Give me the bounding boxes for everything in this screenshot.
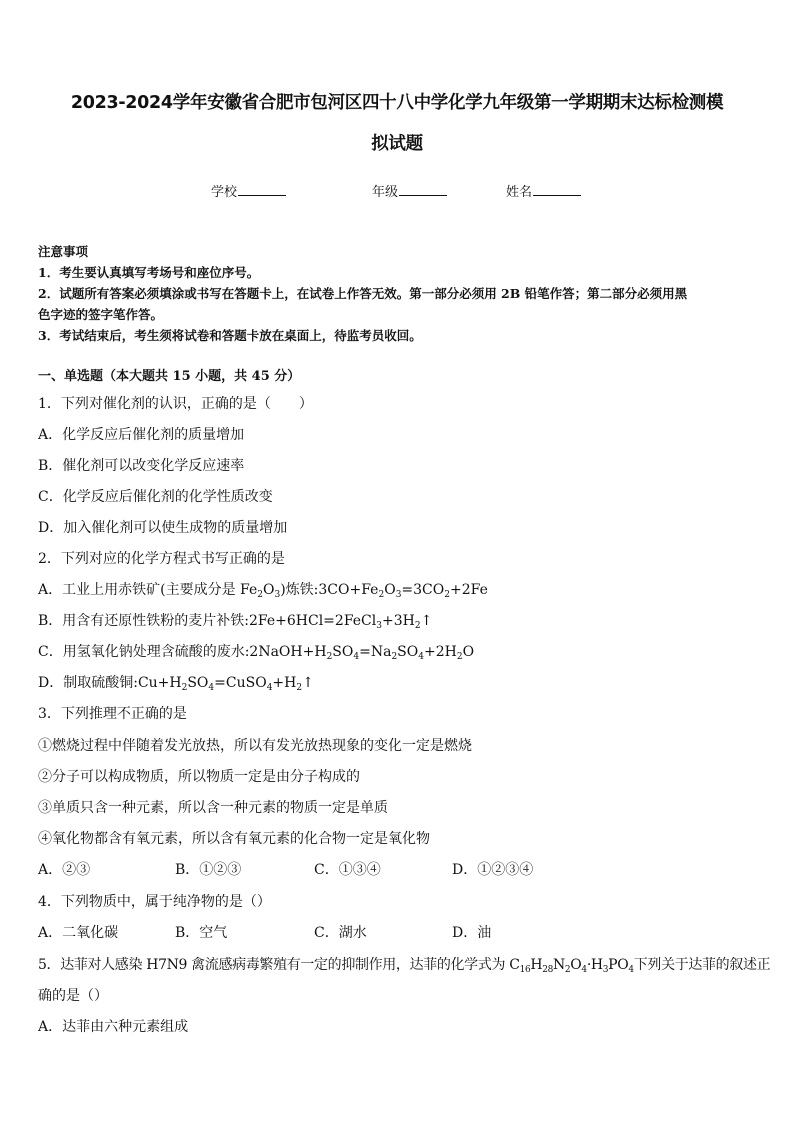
notice-item-3: 3．考试结束后，考生须将试卷和答题卡放在桌面上，待监考员收回。 bbox=[38, 328, 422, 343]
question-4-stem: 4．下列物质中，属于纯净物的是（） bbox=[38, 894, 271, 910]
question-2-option-a: A．工业上用赤铁矿(主要成分是 $Fe_2O_3$)炼铁$:3CO+Fe_2O_3=3CO_2+2Fe$ bbox=[38, 582, 488, 600]
notice-item-2: 2．试题所有答案必须填涂或书写在答题卡上，在试卷上作答无效。第一部分必须用 2B 铅笔作答；第二部分必须用黑 bbox=[38, 286, 688, 301]
section-heading: 一、单选题（本大题共 15 小题，共 45 分） bbox=[38, 369, 301, 384]
question-3-option-c: C．①③④ bbox=[314, 862, 381, 878]
question-4-option-c: C．湖水 bbox=[314, 925, 367, 941]
question-1-option-d: D．加入催化剂可以使生成物的质量增加 bbox=[38, 520, 288, 536]
question-1-option-c: C．化学反应后催化剂的化学性质改变 bbox=[38, 489, 273, 505]
question-5-stem: 5．达菲对人感染 H7N9 禽流感病毒繁殖有一定的抑制作用，达菲的化学式为 $C_{16}H_{28}N_2O_4\cdot H_3PO_4$下列关于达菲的叙述正 bbox=[38, 957, 771, 975]
question-3-option-d: D．①②③④ bbox=[452, 862, 534, 878]
question-3-option-b: B．①②③ bbox=[175, 862, 242, 878]
question-4-option-d: D．油 bbox=[452, 925, 492, 941]
question-3-option-a: A．②③ bbox=[38, 862, 91, 878]
question-1-option-b: B．催化剂可以改变化学反应速率 bbox=[38, 458, 245, 474]
question-2-option-d: D．制取硫酸铜$:Cu+H_2SO_4=CuSO_4+H_2↑$ bbox=[38, 675, 314, 693]
question-5-option-a: A．达菲由六种元素组成 bbox=[38, 1019, 189, 1035]
notice-item-2-cont: 色字迹的签字笔作答。 bbox=[38, 307, 164, 322]
question-3-statement-4: ④氧化物都含有氧元素，所以含有氧元素的化合物一定是氧化物 bbox=[38, 831, 430, 847]
name-field[interactable]: 姓名 bbox=[506, 181, 581, 200]
question-2-stem: 2．下列对应的化学方程式书写正确的是 bbox=[38, 551, 285, 567]
question-3-statement-1: ①燃烧过程中伴随着发光放热，所以有发光放热现象的变化一定是燃烧 bbox=[38, 738, 472, 754]
question-4-option-a: A．二氧化碳 bbox=[38, 925, 119, 941]
school-field[interactable]: 学校 bbox=[211, 181, 286, 200]
exam-title-line-2: 拟试题 bbox=[371, 134, 423, 154]
question-2-option-c: C．用氢氧化钠处理含硫酸的废水$:2NaOH+H_2SO_4=Na_2SO_4+2H_2O$ bbox=[38, 644, 475, 662]
student-info-fields bbox=[0, 181, 794, 201]
question-1-option-a: A．化学反应后催化剂的质量增加 bbox=[38, 427, 245, 443]
question-3-statement-2: ②分子可以构成物质，所以物质一定是由分子构成的 bbox=[38, 769, 360, 785]
exam-title-line-1: 2023-2024学年安徽省合肥市包河区四十八中学化学九年级第一学期期末达标检测模 bbox=[70, 93, 724, 113]
name-blank[interactable] bbox=[533, 182, 581, 196]
question-5-stem-cont: 确的是（） bbox=[38, 988, 108, 1004]
notice-heading: 注意事项 bbox=[38, 244, 89, 259]
question-1-stem: 1．下列对催化剂的认识，正确的是（ ） bbox=[38, 396, 313, 412]
grade-field[interactable]: 年级 bbox=[372, 181, 447, 200]
school-blank[interactable] bbox=[238, 182, 286, 196]
grade-blank[interactable] bbox=[399, 182, 447, 196]
question-2-option-b: B．用含有还原性铁粉的麦片补铁$:2Fe+6HCl=2FeCl_3+3H_2↑$ bbox=[38, 613, 433, 631]
question-3-statement-3: ③单质只含一种元素，所以含一种元素的物质一定是单质 bbox=[38, 800, 388, 816]
notice-item-1: 1．考生要认真填写考场号和座位序号。 bbox=[38, 265, 260, 280]
question-4-option-b: B．空气 bbox=[175, 925, 228, 941]
question-3-stem: 3．下列推理不正确的是 bbox=[38, 706, 187, 722]
